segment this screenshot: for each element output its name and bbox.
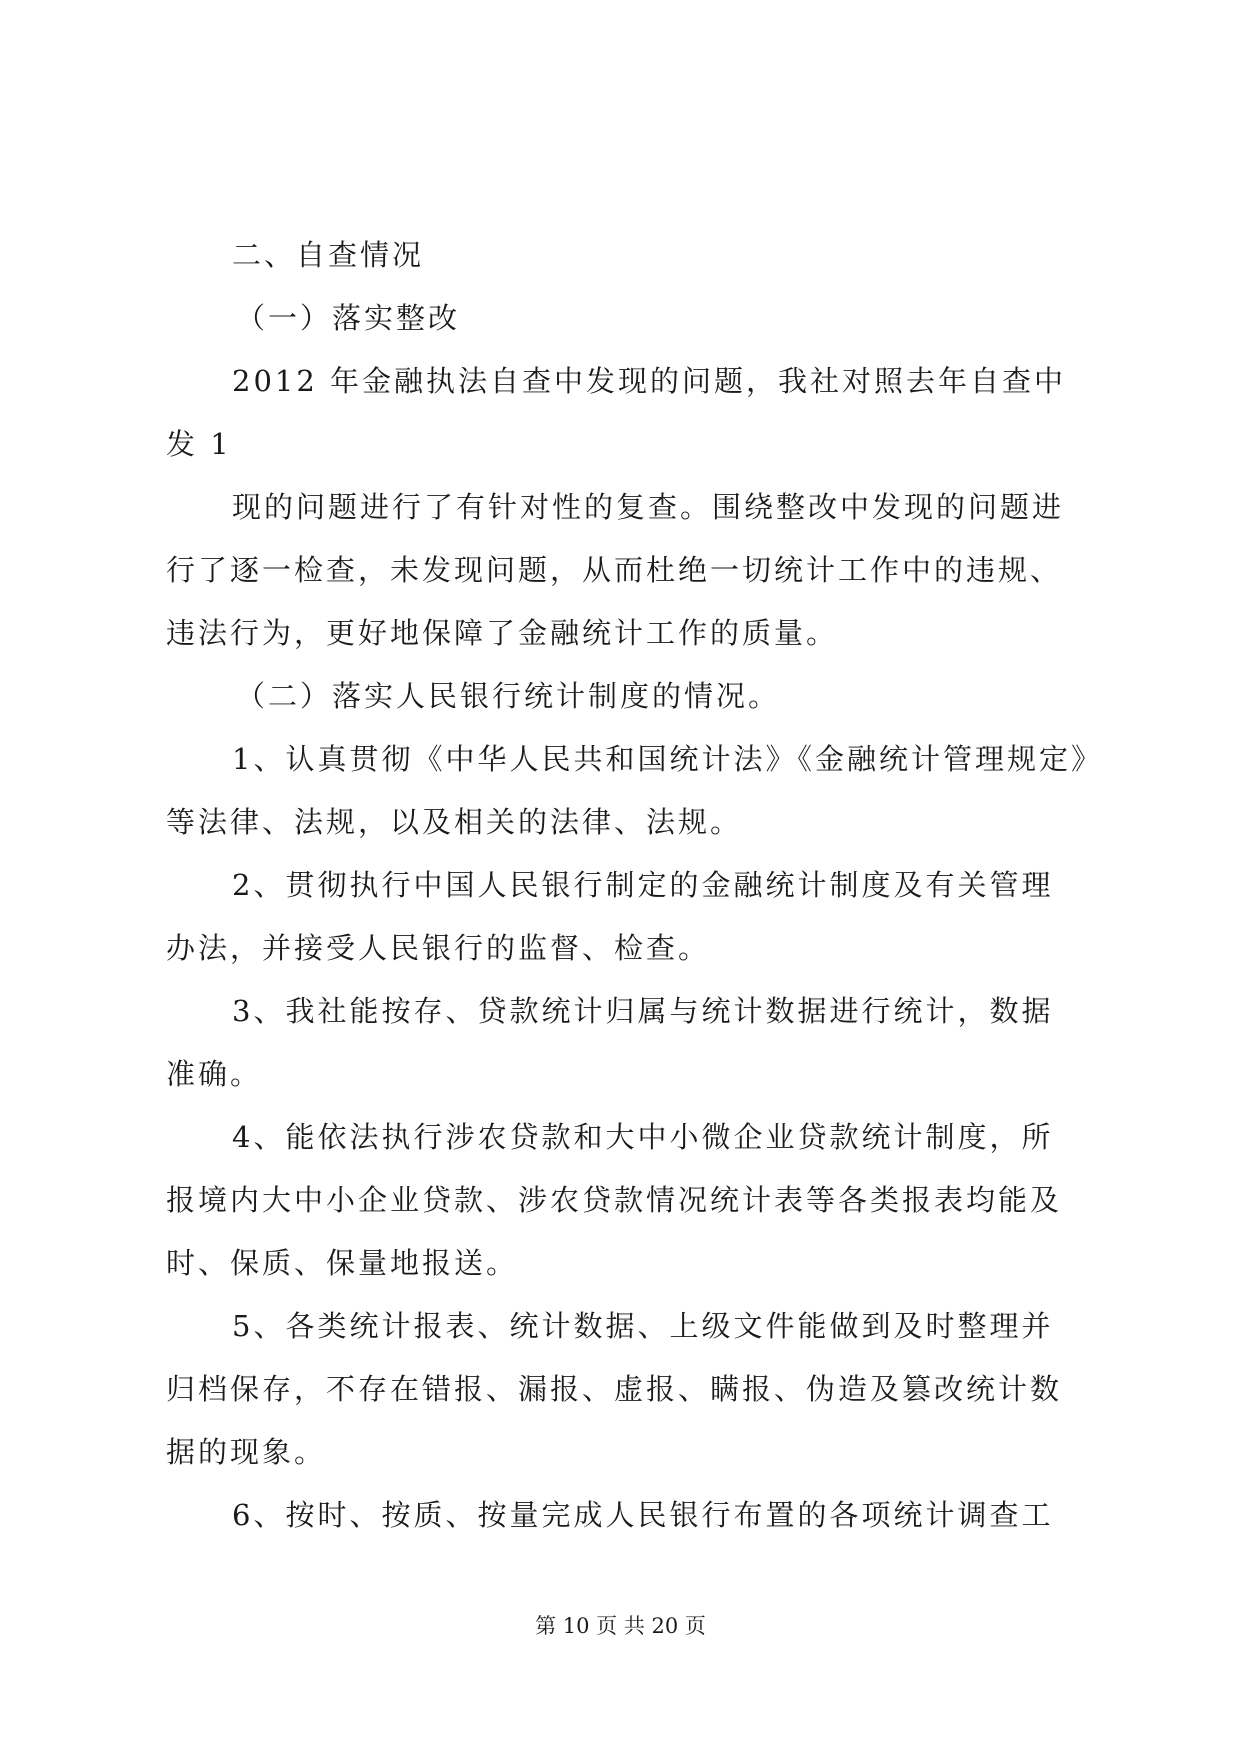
document-body: [166, 224, 1103, 1547]
text-line: 3、我社能按存、贷款统计归属与统计数据进行统计，数据: [232, 994, 1054, 1028]
text-line: 报境内大中小企业贷款、涉农贷款情况统计表等各类报表均能及: [166, 1183, 1063, 1217]
text-line: 行了逐一检查，未发现问题，从而杜绝一切统计工作中的违规、: [166, 553, 1063, 587]
text-line: 违法行为，更好地保障了金融统计工作的质量。: [166, 616, 839, 650]
text-line: 据的现象。: [166, 1435, 327, 1469]
text-line: 准确。: [166, 1057, 263, 1091]
text-line: 现的问题进行了有针对性的复查。围绕整改中发现的问题进: [232, 490, 1065, 524]
text-line: 5、各类统计报表、统计数据、上级文件能做到及时整理并: [232, 1309, 1054, 1343]
text-line: 4、能依法执行涉农贷款和大中小微企业贷款统计制度，所: [232, 1120, 1054, 1154]
page-footer: 第 10 页 共 20 页: [535, 1614, 706, 1638]
text-line: 等法律、法规，以及相关的法律、法规。: [166, 805, 743, 839]
text-line: 2、贯彻执行中国人民银行制定的金融统计制度及有关管理: [232, 868, 1054, 902]
text-line: （一）落实整改: [236, 301, 461, 335]
text-line: 2012 年金融执法自查中发现的问题，我社对照去年自查中: [232, 364, 1067, 398]
text-line: 6、按时、按质、按量完成人民银行布置的各项统计调查工: [232, 1498, 1054, 1532]
text-line: （二）落实人民银行统计制度的情况。: [236, 679, 781, 713]
text-line: 归档保存，不存在错报、漏报、虚报、瞒报、伪造及篡改统计数: [166, 1372, 1063, 1406]
text-line: 时、保质、保量地报送。: [166, 1246, 519, 1280]
text-line: 发 1: [166, 427, 232, 461]
text-line: 办法，并接受人民银行的监督、检查。: [166, 931, 711, 965]
text-line: 1、认真贯彻《中华人民共和国统计法》《金融统计管理规定》: [232, 742, 1103, 776]
text-line: 二、自查情况: [232, 238, 425, 272]
